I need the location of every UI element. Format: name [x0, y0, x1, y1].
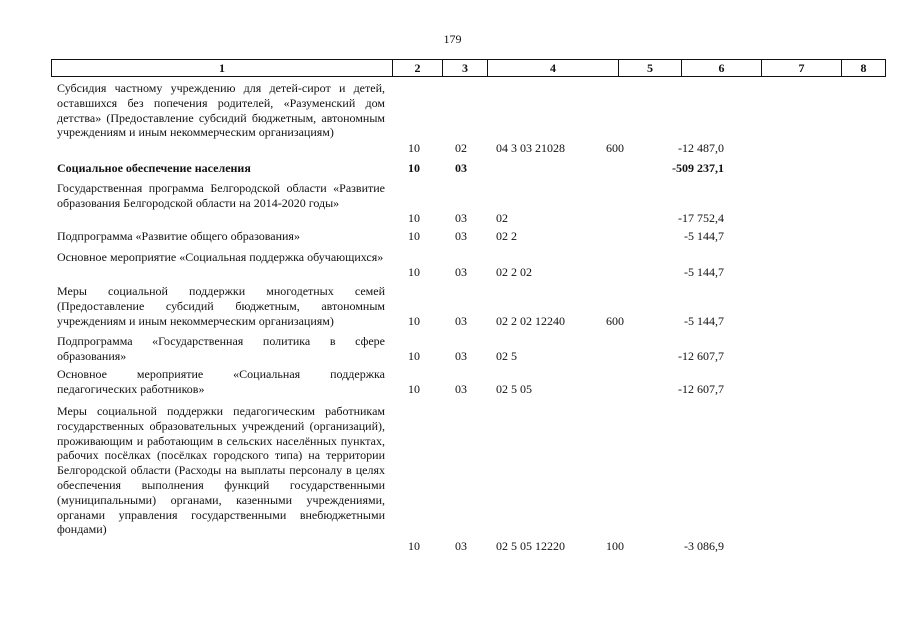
row-rz: 10 [408, 211, 420, 226]
row-csr: 02 2 [496, 229, 517, 244]
row-prz: 03 [455, 539, 467, 554]
table-row [57, 250, 887, 280]
row-csr: 02 2 02 12240 [496, 314, 565, 329]
row-name: Государственная программа Белгородской области «Развитие образования Белгородской области на 2014-2020 годы» [57, 181, 385, 210]
row-rz: 10 [408, 265, 420, 280]
table-row [57, 404, 887, 554]
row-rz: 10 [408, 382, 420, 397]
page-number: 179 [443, 32, 462, 46]
row-prz: 02 [455, 141, 467, 156]
row-prz: 03 [455, 382, 467, 397]
row-prz: 03 [455, 314, 467, 329]
row-vr: 600 [606, 141, 624, 156]
row-csr: 02 5 05 12220 [496, 539, 565, 554]
row-prz: 03 [455, 229, 467, 244]
row-name: Подпрограмма «Развитие общего образования» [57, 229, 300, 243]
row-prz: 03 [455, 211, 467, 226]
header-col-2: 2 [393, 60, 443, 76]
row-amount: -12 487,0 [678, 141, 724, 156]
header-col-7: 7 [762, 60, 842, 76]
row-name: Основное мероприятие «Социальная поддержка обучающихся» [57, 250, 384, 264]
row-rz: 10 [408, 229, 420, 244]
row-name: Подпрограмма «Государственная политика в сфере образования» [57, 334, 385, 363]
row-rz: 10 [408, 161, 420, 176]
table-row [57, 81, 887, 156]
row-name: Основное мероприятие «Социальная поддержка педагогических работников» [57, 367, 385, 396]
header-col-8: 8 [860, 60, 867, 75]
row-csr: 04 3 03 21028 [496, 141, 565, 156]
row-name: Меры социальной поддержки педагогическим работникам государственных образовательных учреждений (организаций), проживающим и работающим в сельских населённых пунктах, рабочих посёлках (посёлках городского типа) на территории Белгородской области (Расходы на выплаты персоналу в целях обеспечения выполнения функций государственными (муниципальными) органами, казенными учреждениями, органами управления государственными внебюджетными фондами) [57, 404, 385, 537]
table-header [51, 59, 886, 77]
table-row [57, 367, 887, 397]
row-vr: 600 [606, 314, 624, 329]
row-rz: 10 [408, 349, 420, 364]
row-amount: -12 607,7 [678, 349, 724, 364]
row-rz: 10 [408, 539, 420, 554]
row-prz: 03 [455, 349, 467, 364]
row-csr: 02 5 05 [496, 382, 532, 397]
table-row [57, 181, 887, 226]
row-vr: 100 [606, 539, 624, 554]
row-amount: -5 144,7 [684, 265, 724, 280]
header-col-3: 3 [443, 60, 488, 76]
row-csr: 02 2 02 [496, 265, 532, 280]
row-amount: -12 607,7 [678, 382, 724, 397]
table-row [57, 161, 887, 176]
header-col-4: 4 [488, 60, 619, 76]
table-row [57, 229, 887, 244]
header-col-5: 5 [619, 60, 682, 76]
row-name: Субсидия частному учреждению для детей-сирот и детей, оставшихся без попечения родителей, «Разуменский дом детства» (Предоставление субсидий бюджетным, автономным учреждениям и иным некоммерческим организациям) [57, 81, 385, 140]
row-name: Меры социальной поддержки многодетных семей (Предоставление субсидий бюджетным, автономным учреждениям и иным некоммерческим организациям) [57, 284, 385, 328]
header-col-6: 6 [682, 60, 762, 76]
row-rz: 10 [408, 141, 420, 156]
row-prz: 03 [455, 161, 467, 176]
row-csr: 02 5 [496, 349, 517, 364]
row-amount: -509 237,1 [672, 161, 724, 176]
row-amount: -17 752,4 [678, 211, 724, 226]
row-amount: -5 144,7 [684, 229, 724, 244]
header-col-1: 1 [52, 60, 393, 76]
row-prz: 03 [455, 265, 467, 280]
row-csr: 02 [496, 211, 508, 226]
row-rz: 10 [408, 314, 420, 329]
row-amount: -5 144,7 [684, 314, 724, 329]
row-amount: -3 086,9 [684, 539, 724, 554]
table-row [57, 334, 887, 364]
table-row [57, 284, 887, 329]
row-name: Социальное обеспечение населения [57, 161, 251, 175]
